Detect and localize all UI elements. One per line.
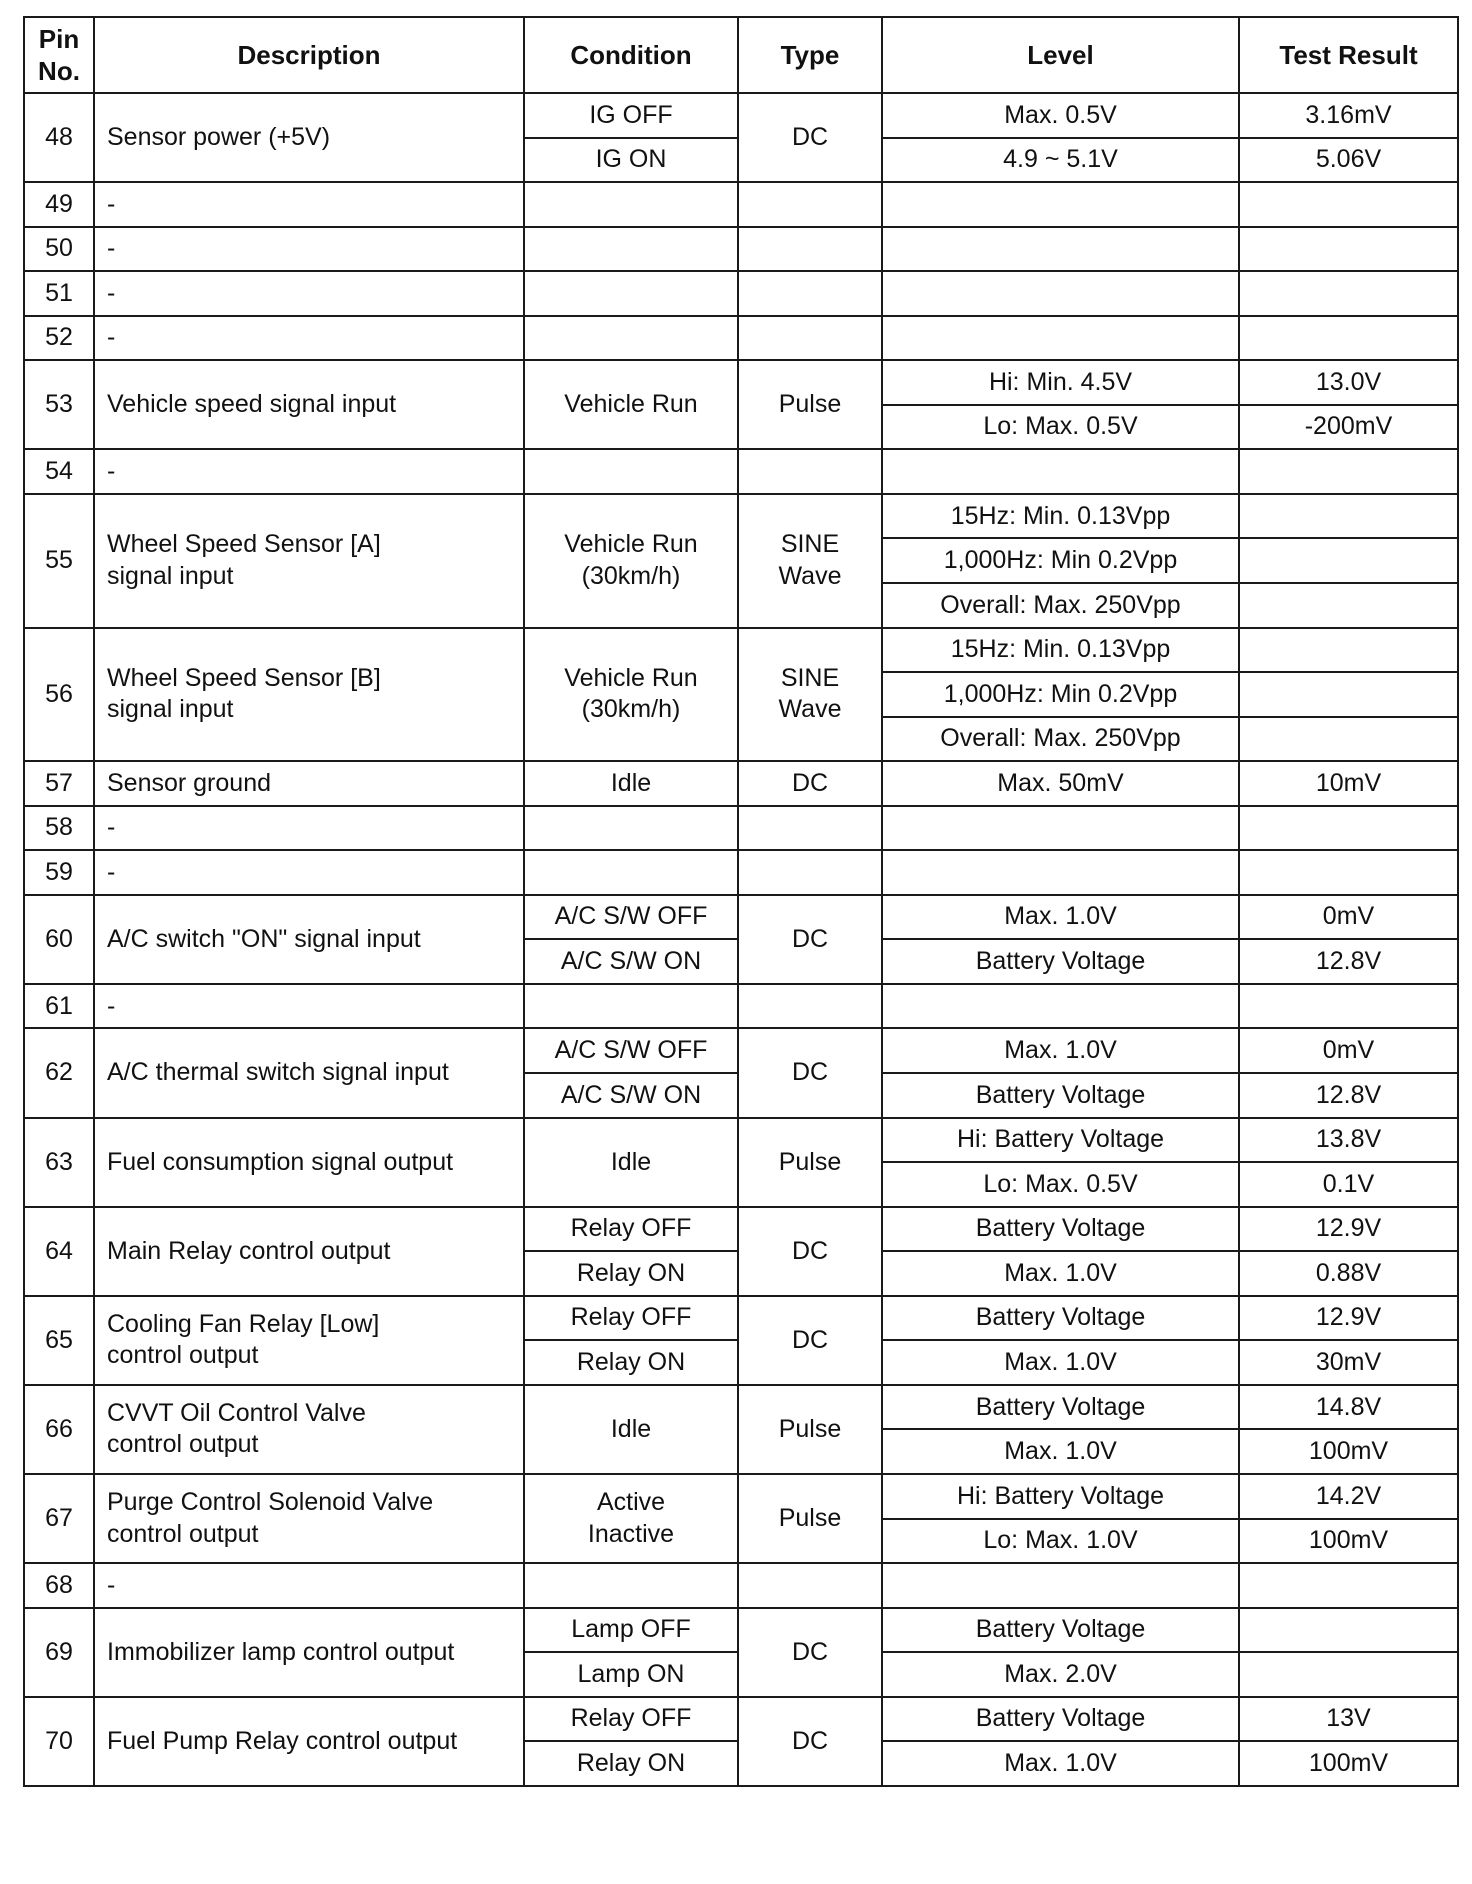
pin-test-result	[1239, 984, 1458, 1029]
pin-number: 55	[24, 494, 94, 628]
pin-description: Cooling Fan Relay [Low] control output	[94, 1296, 524, 1385]
pin-level: Max. 1.0V	[882, 1340, 1239, 1385]
pin-condition: IG OFF	[524, 93, 738, 138]
pin-condition: A/C S/W ON	[524, 1073, 738, 1118]
pin-type: SINE Wave	[738, 494, 882, 628]
pin-test-result	[1239, 227, 1458, 272]
pin-condition	[524, 449, 738, 494]
pin-level: Max. 1.0V	[882, 1741, 1239, 1786]
pin-test-result: 3.16mV	[1239, 93, 1458, 138]
pin-condition: Vehicle Run (30km/h)	[524, 628, 738, 762]
pin-test-result	[1239, 628, 1458, 673]
table-row	[24, 360, 1458, 405]
pin-number: 52	[24, 316, 94, 361]
pin-level: 1,000Hz: Min 0.2Vpp	[882, 672, 1239, 717]
pin-rows	[24, 93, 1458, 1786]
pin-test-result: 100mV	[1239, 1519, 1458, 1564]
table-row	[24, 227, 1458, 272]
header-test-result: Test Result	[1239, 17, 1458, 93]
pin-test-result: 100mV	[1239, 1429, 1458, 1474]
pin-description: Main Relay control output	[94, 1207, 524, 1296]
pin-description: CVVT Oil Control Valve control output	[94, 1385, 524, 1474]
table-row	[24, 1563, 1458, 1608]
table-row	[24, 850, 1458, 895]
pin-description: -	[94, 227, 524, 272]
pin-number: 67	[24, 1474, 94, 1563]
pin-condition: Active Inactive	[524, 1474, 738, 1563]
pin-level	[882, 1563, 1239, 1608]
header-pin-no: Pin No.	[24, 17, 94, 93]
pin-condition: A/C S/W OFF	[524, 895, 738, 940]
pin-level: 4.9 ~ 5.1V	[882, 138, 1239, 183]
pin-description: -	[94, 316, 524, 361]
pin-level	[882, 806, 1239, 851]
table-row	[24, 316, 1458, 361]
pin-description: -	[94, 449, 524, 494]
pin-level	[882, 984, 1239, 1029]
pin-type: DC	[738, 1207, 882, 1296]
pin-condition	[524, 271, 738, 316]
pin-test-result: 0.1V	[1239, 1162, 1458, 1207]
pin-condition: Lamp OFF	[524, 1608, 738, 1653]
pin-type: Pulse	[738, 1385, 882, 1474]
pin-condition: A/C S/W ON	[524, 939, 738, 984]
pin-description: Sensor ground	[94, 761, 524, 806]
pin-level: Overall: Max. 250Vpp	[882, 717, 1239, 762]
pin-description: Immobilizer lamp control output	[94, 1608, 524, 1697]
pin-type: DC	[738, 761, 882, 806]
pin-level: Lo: Max. 0.5V	[882, 1162, 1239, 1207]
table-row	[24, 1608, 1458, 1653]
pin-test-result	[1239, 449, 1458, 494]
pin-number: 59	[24, 850, 94, 895]
table-row	[24, 1028, 1458, 1073]
table-row	[24, 1207, 1458, 1252]
pin-test-result: 100mV	[1239, 1741, 1458, 1786]
header-level: Level	[882, 17, 1239, 93]
pin-number: 53	[24, 360, 94, 449]
pin-test-result: 13.0V	[1239, 360, 1458, 405]
table-row	[24, 1296, 1458, 1341]
pin-level	[882, 182, 1239, 227]
table-row	[24, 895, 1458, 940]
pin-condition: Lamp ON	[524, 1652, 738, 1697]
table-row	[24, 806, 1458, 851]
pin-condition	[524, 1563, 738, 1608]
pin-test-result: 13V	[1239, 1697, 1458, 1742]
pin-description: Sensor power (+5V)	[94, 93, 524, 182]
pin-level: Max. 0.5V	[882, 93, 1239, 138]
pin-condition: Relay ON	[524, 1251, 738, 1296]
pin-type: Pulse	[738, 1118, 882, 1207]
pin-type	[738, 316, 882, 361]
pin-number: 63	[24, 1118, 94, 1207]
pin-description: -	[94, 1563, 524, 1608]
pin-level: Battery Voltage	[882, 1207, 1239, 1252]
table-row	[24, 449, 1458, 494]
pin-type: DC	[738, 1028, 882, 1117]
pin-condition: Vehicle Run	[524, 360, 738, 449]
table-row	[24, 984, 1458, 1029]
pin-condition: Idle	[524, 761, 738, 806]
pin-type	[738, 850, 882, 895]
pin-description: Purge Control Solenoid Valve control output	[94, 1474, 524, 1563]
pin-description: Wheel Speed Sensor [A] signal input	[94, 494, 524, 628]
pin-type	[738, 227, 882, 272]
pin-level	[882, 227, 1239, 272]
pin-number: 56	[24, 628, 94, 762]
table-row	[24, 494, 1458, 539]
pin-type: SINE Wave	[738, 628, 882, 762]
pin-condition: Relay ON	[524, 1340, 738, 1385]
pin-level: 15Hz: Min. 0.13Vpp	[882, 494, 1239, 539]
pin-level	[882, 271, 1239, 316]
pin-level: Max. 1.0V	[882, 1429, 1239, 1474]
pin-test-result: 0mV	[1239, 895, 1458, 940]
pin-description: Vehicle speed signal input	[94, 360, 524, 449]
pin-test-result	[1239, 316, 1458, 361]
pin-level: Battery Voltage	[882, 1608, 1239, 1653]
pin-condition: Relay OFF	[524, 1296, 738, 1341]
pin-condition	[524, 984, 738, 1029]
pin-number: 66	[24, 1385, 94, 1474]
pin-level: Battery Voltage	[882, 1697, 1239, 1742]
pin-description: Fuel consumption signal output	[94, 1118, 524, 1207]
pin-type: DC	[738, 1697, 882, 1786]
pin-description: -	[94, 271, 524, 316]
header-condition: Condition	[524, 17, 738, 93]
pin-condition: Idle	[524, 1385, 738, 1474]
pin-test-result: 5.06V	[1239, 138, 1458, 183]
pin-test-result: 14.2V	[1239, 1474, 1458, 1519]
pin-level	[882, 449, 1239, 494]
pin-test-result: 13.8V	[1239, 1118, 1458, 1163]
pin-level: Lo: Max. 0.5V	[882, 405, 1239, 450]
pin-level: Battery Voltage	[882, 1296, 1239, 1341]
pin-test-result	[1239, 538, 1458, 583]
table-row	[24, 1385, 1458, 1430]
table-row	[24, 1118, 1458, 1163]
table-row	[24, 271, 1458, 316]
pin-level: Hi: Min. 4.5V	[882, 360, 1239, 405]
pin-number: 70	[24, 1697, 94, 1786]
pin-test-result	[1239, 583, 1458, 628]
table-row	[24, 93, 1458, 138]
pin-condition	[524, 316, 738, 361]
pin-level: Max. 50mV	[882, 761, 1239, 806]
pin-test-result	[1239, 672, 1458, 717]
pin-condition	[524, 850, 738, 895]
pin-description: -	[94, 182, 524, 227]
pin-condition	[524, 182, 738, 227]
pin-type: Pulse	[738, 360, 882, 449]
pin-test-result: 12.8V	[1239, 939, 1458, 984]
pin-level: Max. 1.0V	[882, 1251, 1239, 1296]
pin-test-result	[1239, 271, 1458, 316]
pin-type	[738, 449, 882, 494]
pin-level: Max. 1.0V	[882, 1028, 1239, 1073]
pin-level: Battery Voltage	[882, 939, 1239, 984]
pin-condition	[524, 806, 738, 851]
pin-condition	[524, 227, 738, 272]
pin-test-result: 10mV	[1239, 761, 1458, 806]
pin-level	[882, 850, 1239, 895]
pin-number: 60	[24, 895, 94, 984]
pin-condition: Relay OFF	[524, 1207, 738, 1252]
pin-test-result	[1239, 494, 1458, 539]
pin-description: Wheel Speed Sensor [B] signal input	[94, 628, 524, 762]
pin-level: Hi: Battery Voltage	[882, 1118, 1239, 1163]
pin-condition: Idle	[524, 1118, 738, 1207]
pin-number: 50	[24, 227, 94, 272]
pin-type	[738, 984, 882, 1029]
pin-level: Max. 1.0V	[882, 895, 1239, 940]
pin-number: 68	[24, 1563, 94, 1608]
pin-level: Overall: Max. 250Vpp	[882, 583, 1239, 628]
pin-type: Pulse	[738, 1474, 882, 1563]
pin-condition: IG ON	[524, 138, 738, 183]
pin-description: -	[94, 806, 524, 851]
pin-level	[882, 316, 1239, 361]
pin-test-result: 30mV	[1239, 1340, 1458, 1385]
table-row	[24, 1697, 1458, 1742]
header-type: Type	[738, 17, 882, 93]
pin-type: DC	[738, 93, 882, 182]
pin-condition: Relay OFF	[524, 1697, 738, 1742]
pin-test-result: 0.88V	[1239, 1251, 1458, 1296]
pin-test-result: 12.9V	[1239, 1296, 1458, 1341]
table-row	[24, 761, 1458, 806]
pin-description: -	[94, 984, 524, 1029]
pin-test-result: 14.8V	[1239, 1385, 1458, 1430]
pin-test-table	[23, 16, 1459, 1787]
pin-number: 49	[24, 182, 94, 227]
pin-test-result	[1239, 1608, 1458, 1653]
pin-test-result	[1239, 1563, 1458, 1608]
pin-test-result: -200mV	[1239, 405, 1458, 450]
pin-test-result	[1239, 806, 1458, 851]
header-description: Description	[94, 17, 524, 93]
pin-test-result	[1239, 182, 1458, 227]
pin-number: 64	[24, 1207, 94, 1296]
pin-number: 54	[24, 449, 94, 494]
pin-number: 69	[24, 1608, 94, 1697]
pin-description: A/C thermal switch signal input	[94, 1028, 524, 1117]
pin-condition: Relay ON	[524, 1741, 738, 1786]
pin-description: -	[94, 850, 524, 895]
pin-condition: A/C S/W OFF	[524, 1028, 738, 1073]
pin-level: Max. 2.0V	[882, 1652, 1239, 1697]
table-row	[24, 628, 1458, 673]
pin-type	[738, 182, 882, 227]
table-header-row	[24, 17, 1458, 93]
pin-number: 65	[24, 1296, 94, 1385]
pin-description: A/C switch "ON" signal input	[94, 895, 524, 984]
pin-test-result: 0mV	[1239, 1028, 1458, 1073]
pin-number: 61	[24, 984, 94, 1029]
pin-type: DC	[738, 895, 882, 984]
pin-level: 1,000Hz: Min 0.2Vpp	[882, 538, 1239, 583]
pin-test-result	[1239, 850, 1458, 895]
pin-number: 62	[24, 1028, 94, 1117]
pin-level: 15Hz: Min. 0.13Vpp	[882, 628, 1239, 673]
pin-condition: Vehicle Run (30km/h)	[524, 494, 738, 628]
pin-test-result	[1239, 1652, 1458, 1697]
pin-number: 58	[24, 806, 94, 851]
pin-test-result: 12.8V	[1239, 1073, 1458, 1118]
table-row	[24, 182, 1458, 227]
pin-type	[738, 806, 882, 851]
pin-test-result	[1239, 717, 1458, 762]
pin-description: Fuel Pump Relay control output	[94, 1697, 524, 1786]
pin-type	[738, 271, 882, 316]
pin-type	[738, 1563, 882, 1608]
pin-number: 57	[24, 761, 94, 806]
pin-type: DC	[738, 1296, 882, 1385]
pin-level: Battery Voltage	[882, 1385, 1239, 1430]
table-row	[24, 1474, 1458, 1519]
pin-level: Battery Voltage	[882, 1073, 1239, 1118]
pin-test-result: 12.9V	[1239, 1207, 1458, 1252]
pin-type: DC	[738, 1608, 882, 1697]
pin-number: 51	[24, 271, 94, 316]
pin-level: Hi: Battery Voltage	[882, 1474, 1239, 1519]
pin-number: 48	[24, 93, 94, 182]
pin-level: Lo: Max. 1.0V	[882, 1519, 1239, 1564]
